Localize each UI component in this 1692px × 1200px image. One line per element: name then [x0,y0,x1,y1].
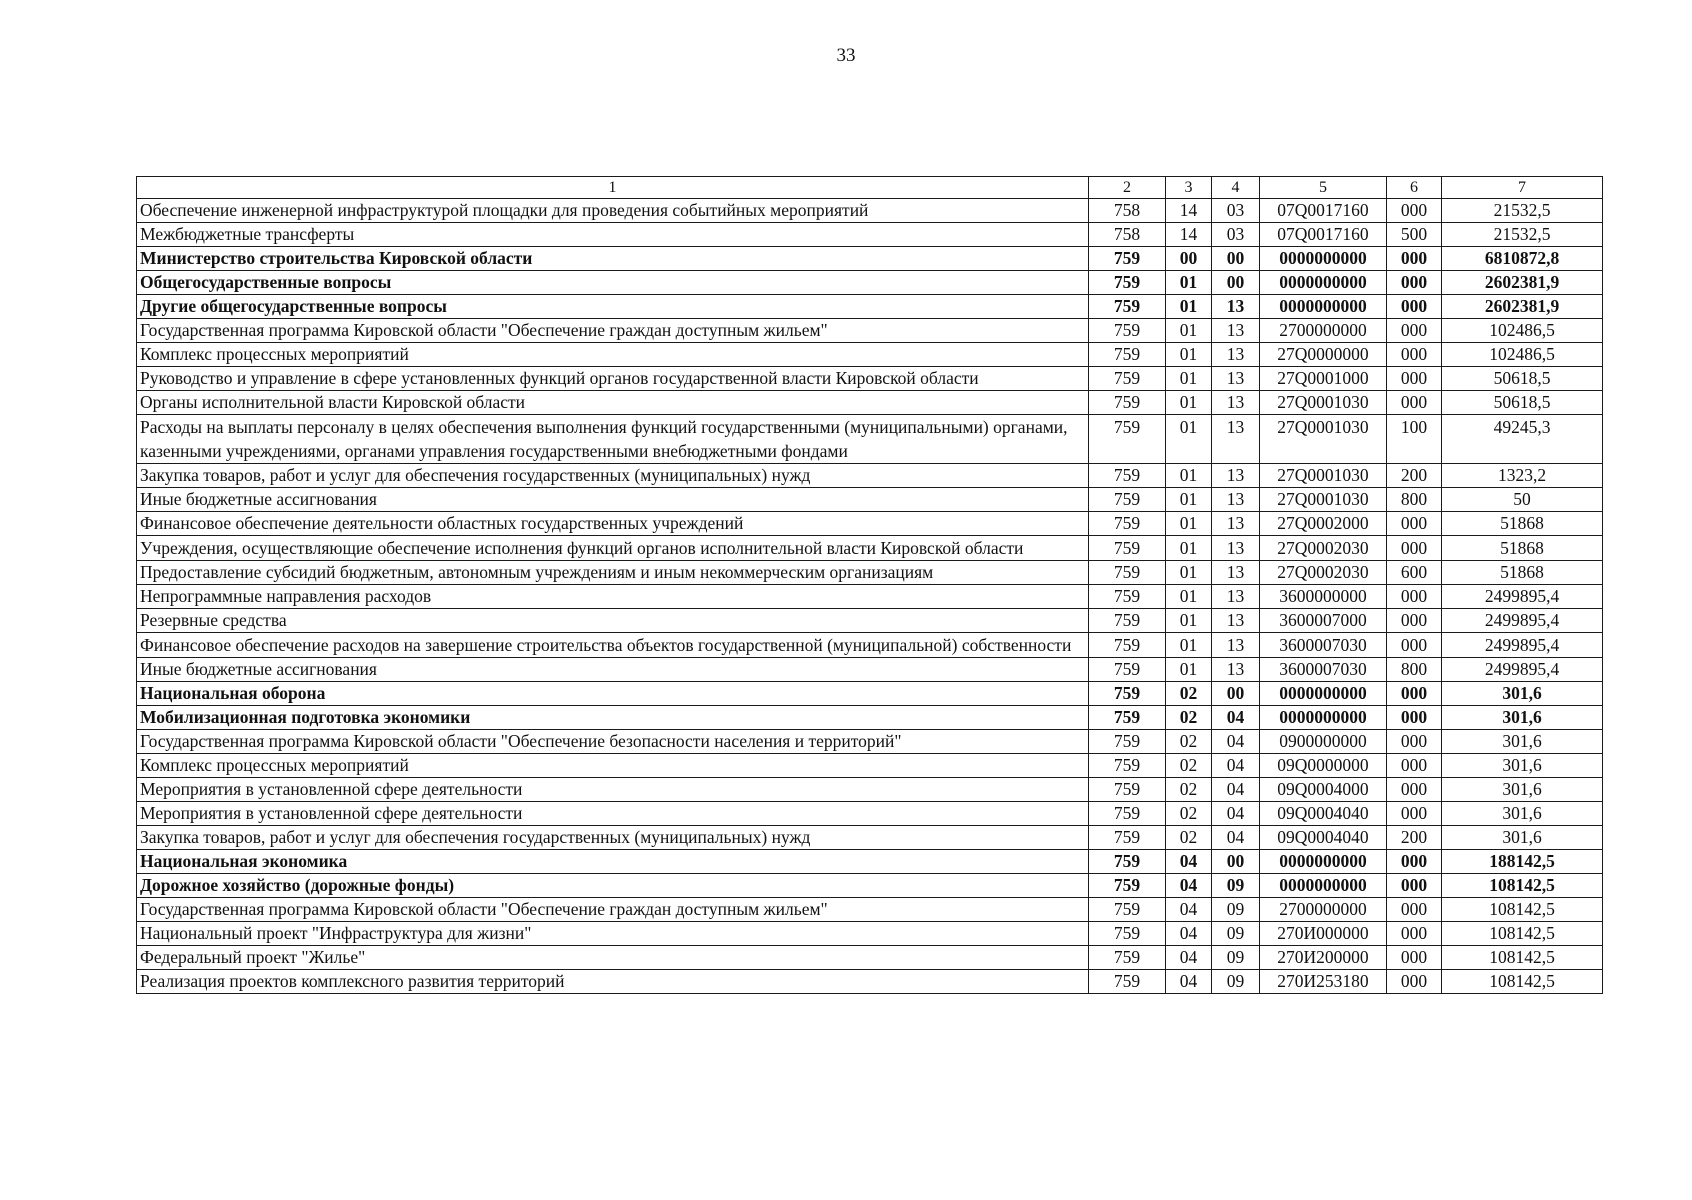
table-row [137,415,1603,464]
row-expense-type-code: 000 [1387,609,1442,633]
row-section-code: 01 [1166,464,1212,488]
row-subsection-code: 04 [1212,778,1260,802]
row-section-code: 04 [1166,898,1212,922]
table-row [137,898,1603,922]
row-target-article-code: 07Q0017160 [1260,199,1387,223]
row-name: Руководство и управление в сфере установленных функций органов государственной власти Кировской области [137,367,1089,391]
row-amount: 51868 [1442,561,1603,585]
row-expense-type-code: 000 [1387,682,1442,706]
table-row [137,922,1603,946]
row-ministry-code: 759 [1089,585,1166,609]
row-ministry-code: 759 [1089,682,1166,706]
row-section-code: 01 [1166,415,1212,464]
row-subsection-code: 04 [1212,802,1260,826]
row-target-article-code: 27Q0001030 [1260,464,1387,488]
table-row [137,199,1603,223]
table-row [137,367,1603,391]
row-amount: 301,6 [1442,706,1603,730]
table-body [137,199,1603,994]
row-amount: 108142,5 [1442,922,1603,946]
row-section-code: 01 [1166,271,1212,295]
row-expense-type-code: 000 [1387,970,1442,994]
row-expense-type-code: 000 [1387,754,1442,778]
row-subsection-code: 09 [1212,922,1260,946]
row-name: Предоставление субсидий бюджетным, автономным учреждениям и иным некоммерческим организациям [137,561,1089,585]
row-section-code: 14 [1166,199,1212,223]
row-subsection-code: 13 [1212,343,1260,367]
table-row [137,223,1603,247]
row-section-code: 04 [1166,922,1212,946]
row-target-article-code: 27Q0000000 [1260,343,1387,367]
row-subsection-code: 13 [1212,367,1260,391]
row-ministry-code: 759 [1089,295,1166,319]
row-section-code: 01 [1166,367,1212,391]
row-target-article-code: 09Q0004040 [1260,802,1387,826]
column-header-4: 4 [1212,177,1260,199]
row-ministry-code: 759 [1089,850,1166,874]
row-section-code: 14 [1166,223,1212,247]
row-amount: 108142,5 [1442,946,1603,970]
table-row [137,850,1603,874]
row-expense-type-code: 000 [1387,874,1442,898]
row-name: Национальная экономика [137,850,1089,874]
column-header-6: 6 [1387,177,1442,199]
row-name: Межбюджетные трансферты [137,223,1089,247]
row-amount: 21532,5 [1442,199,1603,223]
row-name: Расходы на выплаты персоналу в целях обеспечения выполнения функций государственными (муниципальными) органами, казенными учреждениями, органами управления государственными внебюджетными фондами [137,415,1089,464]
row-target-article-code: 09Q0004040 [1260,826,1387,850]
row-section-code: 01 [1166,512,1212,536]
row-ministry-code: 759 [1089,730,1166,754]
row-amount: 1323,2 [1442,464,1603,488]
row-target-article-code: 0000000000 [1260,271,1387,295]
table-row [137,970,1603,994]
row-expense-type-code: 000 [1387,850,1442,874]
row-ministry-code: 759 [1089,754,1166,778]
row-section-code: 01 [1166,319,1212,343]
row-subsection-code: 13 [1212,633,1260,658]
row-section-code: 04 [1166,946,1212,970]
row-name: Комплекс процессных мероприятий [137,754,1089,778]
row-section-code: 01 [1166,658,1212,682]
table-row [137,802,1603,826]
table-row [137,295,1603,319]
row-expense-type-code: 000 [1387,199,1442,223]
row-name: Финансовое обеспечение расходов на завершение строительства объектов государственной (муниципальной) собственности [137,633,1089,658]
row-expense-type-code: 500 [1387,223,1442,247]
row-section-code: 02 [1166,730,1212,754]
row-section-code: 01 [1166,343,1212,367]
row-target-article-code: 27Q0001030 [1260,415,1387,464]
row-name: Закупка товаров, работ и услуг для обеспечения государственных (муниципальных) нужд [137,826,1089,850]
column-header-2: 2 [1089,177,1166,199]
row-amount: 6810872,8 [1442,247,1603,271]
row-amount: 108142,5 [1442,874,1603,898]
row-amount: 301,6 [1442,730,1603,754]
row-target-article-code: 09Q0004000 [1260,778,1387,802]
row-target-article-code: 3600007030 [1260,658,1387,682]
row-expense-type-code: 000 [1387,946,1442,970]
row-amount: 51868 [1442,536,1603,561]
row-ministry-code: 759 [1089,415,1166,464]
row-name: Министерство строительства Кировской области [137,247,1089,271]
row-section-code: 02 [1166,778,1212,802]
row-amount: 2602381,9 [1442,295,1603,319]
row-name: Обеспечение инженерной инфраструктурой площадки для проведения событийных мероприятий [137,199,1089,223]
row-name: Мероприятия в установленной сфере деятельности [137,802,1089,826]
row-expense-type-code: 800 [1387,658,1442,682]
row-subsection-code: 13 [1212,512,1260,536]
row-amount: 50618,5 [1442,391,1603,415]
row-subsection-code: 13 [1212,536,1260,561]
row-ministry-code: 759 [1089,874,1166,898]
row-ministry-code: 759 [1089,609,1166,633]
row-name: Мероприятия в установленной сфере деятельности [137,778,1089,802]
table-row [137,391,1603,415]
table-row [137,343,1603,367]
row-target-article-code: 27Q0001000 [1260,367,1387,391]
row-expense-type-code: 000 [1387,536,1442,561]
row-ministry-code: 759 [1089,561,1166,585]
row-section-code: 01 [1166,391,1212,415]
row-amount: 50618,5 [1442,367,1603,391]
row-section-code: 01 [1166,609,1212,633]
page-number: 33 [836,45,856,66]
row-name: Учреждения, осуществляющие обеспечение исполнения функций органов исполнительной власти Кировской области [137,536,1089,561]
row-subsection-code: 13 [1212,391,1260,415]
row-amount: 2499895,4 [1442,658,1603,682]
row-expense-type-code: 200 [1387,826,1442,850]
row-name: Мобилизационная подготовка экономики [137,706,1089,730]
row-expense-type-code: 000 [1387,802,1442,826]
row-amount: 2602381,9 [1442,271,1603,295]
table-row [137,778,1603,802]
row-name: Дорожное хозяйство (дорожные фонды) [137,874,1089,898]
row-subsection-code: 00 [1212,271,1260,295]
row-name: Комплекс процессных мероприятий [137,343,1089,367]
row-expense-type-code: 000 [1387,271,1442,295]
row-name: Национальный проект "Инфраструктура для жизни" [137,922,1089,946]
row-expense-type-code: 800 [1387,488,1442,512]
row-ministry-code: 759 [1089,319,1166,343]
row-target-article-code: 07Q0017160 [1260,223,1387,247]
row-target-article-code: 3600000000 [1260,585,1387,609]
row-name: Финансовое обеспечение деятельности областных государственных учреждений [137,512,1089,536]
row-ministry-code: 759 [1089,778,1166,802]
row-ministry-code: 759 [1089,970,1166,994]
row-name: Государственная программа Кировской области "Обеспечение граждан доступным жильем" [137,319,1089,343]
row-expense-type-code: 000 [1387,343,1442,367]
row-subsection-code: 09 [1212,946,1260,970]
row-section-code: 00 [1166,247,1212,271]
row-section-code: 01 [1166,585,1212,609]
row-expense-type-code: 000 [1387,295,1442,319]
table-row [137,464,1603,488]
table-row [137,706,1603,730]
row-amount: 301,6 [1442,826,1603,850]
row-target-article-code: 2700000000 [1260,898,1387,922]
row-target-article-code: 0000000000 [1260,247,1387,271]
row-subsection-code: 00 [1212,682,1260,706]
row-name: Государственная программа Кировской области "Обеспечение безопасности населения и территорий" [137,730,1089,754]
row-subsection-code: 04 [1212,754,1260,778]
row-expense-type-code: 000 [1387,922,1442,946]
row-name: Иные бюджетные ассигнования [137,658,1089,682]
table-row [137,247,1603,271]
table-row [137,658,1603,682]
row-subsection-code: 13 [1212,658,1260,682]
row-ministry-code: 759 [1089,343,1166,367]
row-expense-type-code: 000 [1387,247,1442,271]
row-target-article-code: 09Q0000000 [1260,754,1387,778]
row-ministry-code: 759 [1089,826,1166,850]
row-ministry-code: 759 [1089,706,1166,730]
row-ministry-code: 759 [1089,922,1166,946]
row-expense-type-code: 000 [1387,319,1442,343]
row-subsection-code: 09 [1212,970,1260,994]
row-expense-type-code: 000 [1387,367,1442,391]
row-ministry-code: 759 [1089,464,1166,488]
table-row [137,536,1603,561]
row-subsection-code: 04 [1212,730,1260,754]
row-amount: 2499895,4 [1442,609,1603,633]
table-row [137,609,1603,633]
row-expense-type-code: 000 [1387,778,1442,802]
table-row [137,754,1603,778]
row-amount: 108142,5 [1442,970,1603,994]
table-row [137,561,1603,585]
table-row [137,730,1603,754]
row-ministry-code: 759 [1089,946,1166,970]
row-target-article-code: 0000000000 [1260,874,1387,898]
row-ministry-code: 759 [1089,898,1166,922]
row-subsection-code: 03 [1212,199,1260,223]
row-target-article-code: 27Q0002030 [1260,561,1387,585]
row-name: Резервные средства [137,609,1089,633]
row-section-code: 04 [1166,850,1212,874]
row-expense-type-code: 000 [1387,730,1442,754]
row-ministry-code: 759 [1089,391,1166,415]
row-section-code: 02 [1166,706,1212,730]
row-subsection-code: 13 [1212,415,1260,464]
table-row [137,874,1603,898]
row-target-article-code: 2700000000 [1260,319,1387,343]
row-target-article-code: 3600007030 [1260,633,1387,658]
row-expense-type-code: 000 [1387,633,1442,658]
row-section-code: 02 [1166,682,1212,706]
row-amount: 301,6 [1442,682,1603,706]
row-section-code: 01 [1166,488,1212,512]
row-name: Непрограммные направления расходов [137,585,1089,609]
table-row [137,682,1603,706]
row-subsection-code: 04 [1212,826,1260,850]
row-amount: 2499895,4 [1442,633,1603,658]
column-header-3: 3 [1166,177,1212,199]
row-amount: 301,6 [1442,802,1603,826]
row-ministry-code: 758 [1089,223,1166,247]
row-section-code: 02 [1166,802,1212,826]
table-row [137,319,1603,343]
row-amount: 51868 [1442,512,1603,536]
table-row [137,585,1603,609]
row-ministry-code: 759 [1089,536,1166,561]
table-row [137,512,1603,536]
row-subsection-code: 13 [1212,585,1260,609]
header-row [137,177,1603,199]
row-target-article-code: 0900000000 [1260,730,1387,754]
row-target-article-code: 0000000000 [1260,850,1387,874]
row-amount: 188142,5 [1442,850,1603,874]
row-target-article-code: 270И200000 [1260,946,1387,970]
row-ministry-code: 759 [1089,271,1166,295]
row-ministry-code: 759 [1089,633,1166,658]
row-section-code: 01 [1166,633,1212,658]
row-name: Другие общегосударственные вопросы [137,295,1089,319]
row-target-article-code: 0000000000 [1260,295,1387,319]
row-amount: 108142,5 [1442,898,1603,922]
row-name: Закупка товаров, работ и услуг для обеспечения государственных (муниципальных) нужд [137,464,1089,488]
row-name: Государственная программа Кировской области "Обеспечение граждан доступным жильем" [137,898,1089,922]
row-target-article-code: 27Q0002000 [1260,512,1387,536]
row-subsection-code: 13 [1212,561,1260,585]
row-amount: 2499895,4 [1442,585,1603,609]
row-section-code: 04 [1166,874,1212,898]
row-name: Иные бюджетные ассигнования [137,488,1089,512]
column-header-7: 7 [1442,177,1603,199]
row-expense-type-code: 000 [1387,391,1442,415]
row-target-article-code: 27Q0001030 [1260,391,1387,415]
table-row [137,633,1603,658]
row-amount: 301,6 [1442,754,1603,778]
row-ministry-code: 759 [1089,658,1166,682]
row-amount: 102486,5 [1442,319,1603,343]
row-amount: 21532,5 [1442,223,1603,247]
row-expense-type-code: 000 [1387,898,1442,922]
row-section-code: 04 [1166,970,1212,994]
row-subsection-code: 13 [1212,609,1260,633]
row-subsection-code: 13 [1212,295,1260,319]
row-section-code: 02 [1166,754,1212,778]
row-expense-type-code: 200 [1387,464,1442,488]
column-header-1: 1 [137,177,1089,199]
row-ministry-code: 759 [1089,367,1166,391]
row-subsection-code: 00 [1212,850,1260,874]
row-amount: 102486,5 [1442,343,1603,367]
row-name: Национальная оборона [137,682,1089,706]
row-subsection-code: 09 [1212,874,1260,898]
row-section-code: 01 [1166,561,1212,585]
row-expense-type-code: 100 [1387,415,1442,464]
row-target-article-code: 3600007000 [1260,609,1387,633]
row-ministry-code: 759 [1089,512,1166,536]
row-subsection-code: 03 [1212,223,1260,247]
row-target-article-code: 270И000000 [1260,922,1387,946]
row-target-article-code: 0000000000 [1260,706,1387,730]
budget-table [136,176,1603,994]
row-ministry-code: 759 [1089,488,1166,512]
row-target-article-code: 0000000000 [1260,682,1387,706]
row-ministry-code: 759 [1089,247,1166,271]
row-section-code: 01 [1166,536,1212,561]
row-name: Органы исполнительной власти Кировской области [137,391,1089,415]
row-expense-type-code: 600 [1387,561,1442,585]
row-target-article-code: 27Q0001030 [1260,488,1387,512]
row-subsection-code: 13 [1212,319,1260,343]
row-subsection-code: 13 [1212,464,1260,488]
row-section-code: 02 [1166,826,1212,850]
row-subsection-code: 00 [1212,247,1260,271]
row-amount: 50 [1442,488,1603,512]
table-row [137,488,1603,512]
row-ministry-code: 759 [1089,802,1166,826]
column-header-5: 5 [1260,177,1387,199]
table-row [137,826,1603,850]
row-name: Общегосударственные вопросы [137,271,1089,295]
row-expense-type-code: 000 [1387,585,1442,609]
row-name: Федеральный проект "Жилье" [137,946,1089,970]
row-expense-type-code: 000 [1387,706,1442,730]
row-target-article-code: 27Q0002030 [1260,536,1387,561]
row-target-article-code: 270И253180 [1260,970,1387,994]
table-row [137,271,1603,295]
table-row [137,946,1603,970]
row-amount: 301,6 [1442,778,1603,802]
row-amount: 49245,3 [1442,415,1603,464]
row-ministry-code: 758 [1089,199,1166,223]
row-subsection-code: 04 [1212,706,1260,730]
row-subsection-code: 09 [1212,898,1260,922]
row-section-code: 01 [1166,295,1212,319]
row-expense-type-code: 000 [1387,512,1442,536]
row-subsection-code: 13 [1212,488,1260,512]
row-name: Реализация проектов комплексного развития территорий [137,970,1089,994]
